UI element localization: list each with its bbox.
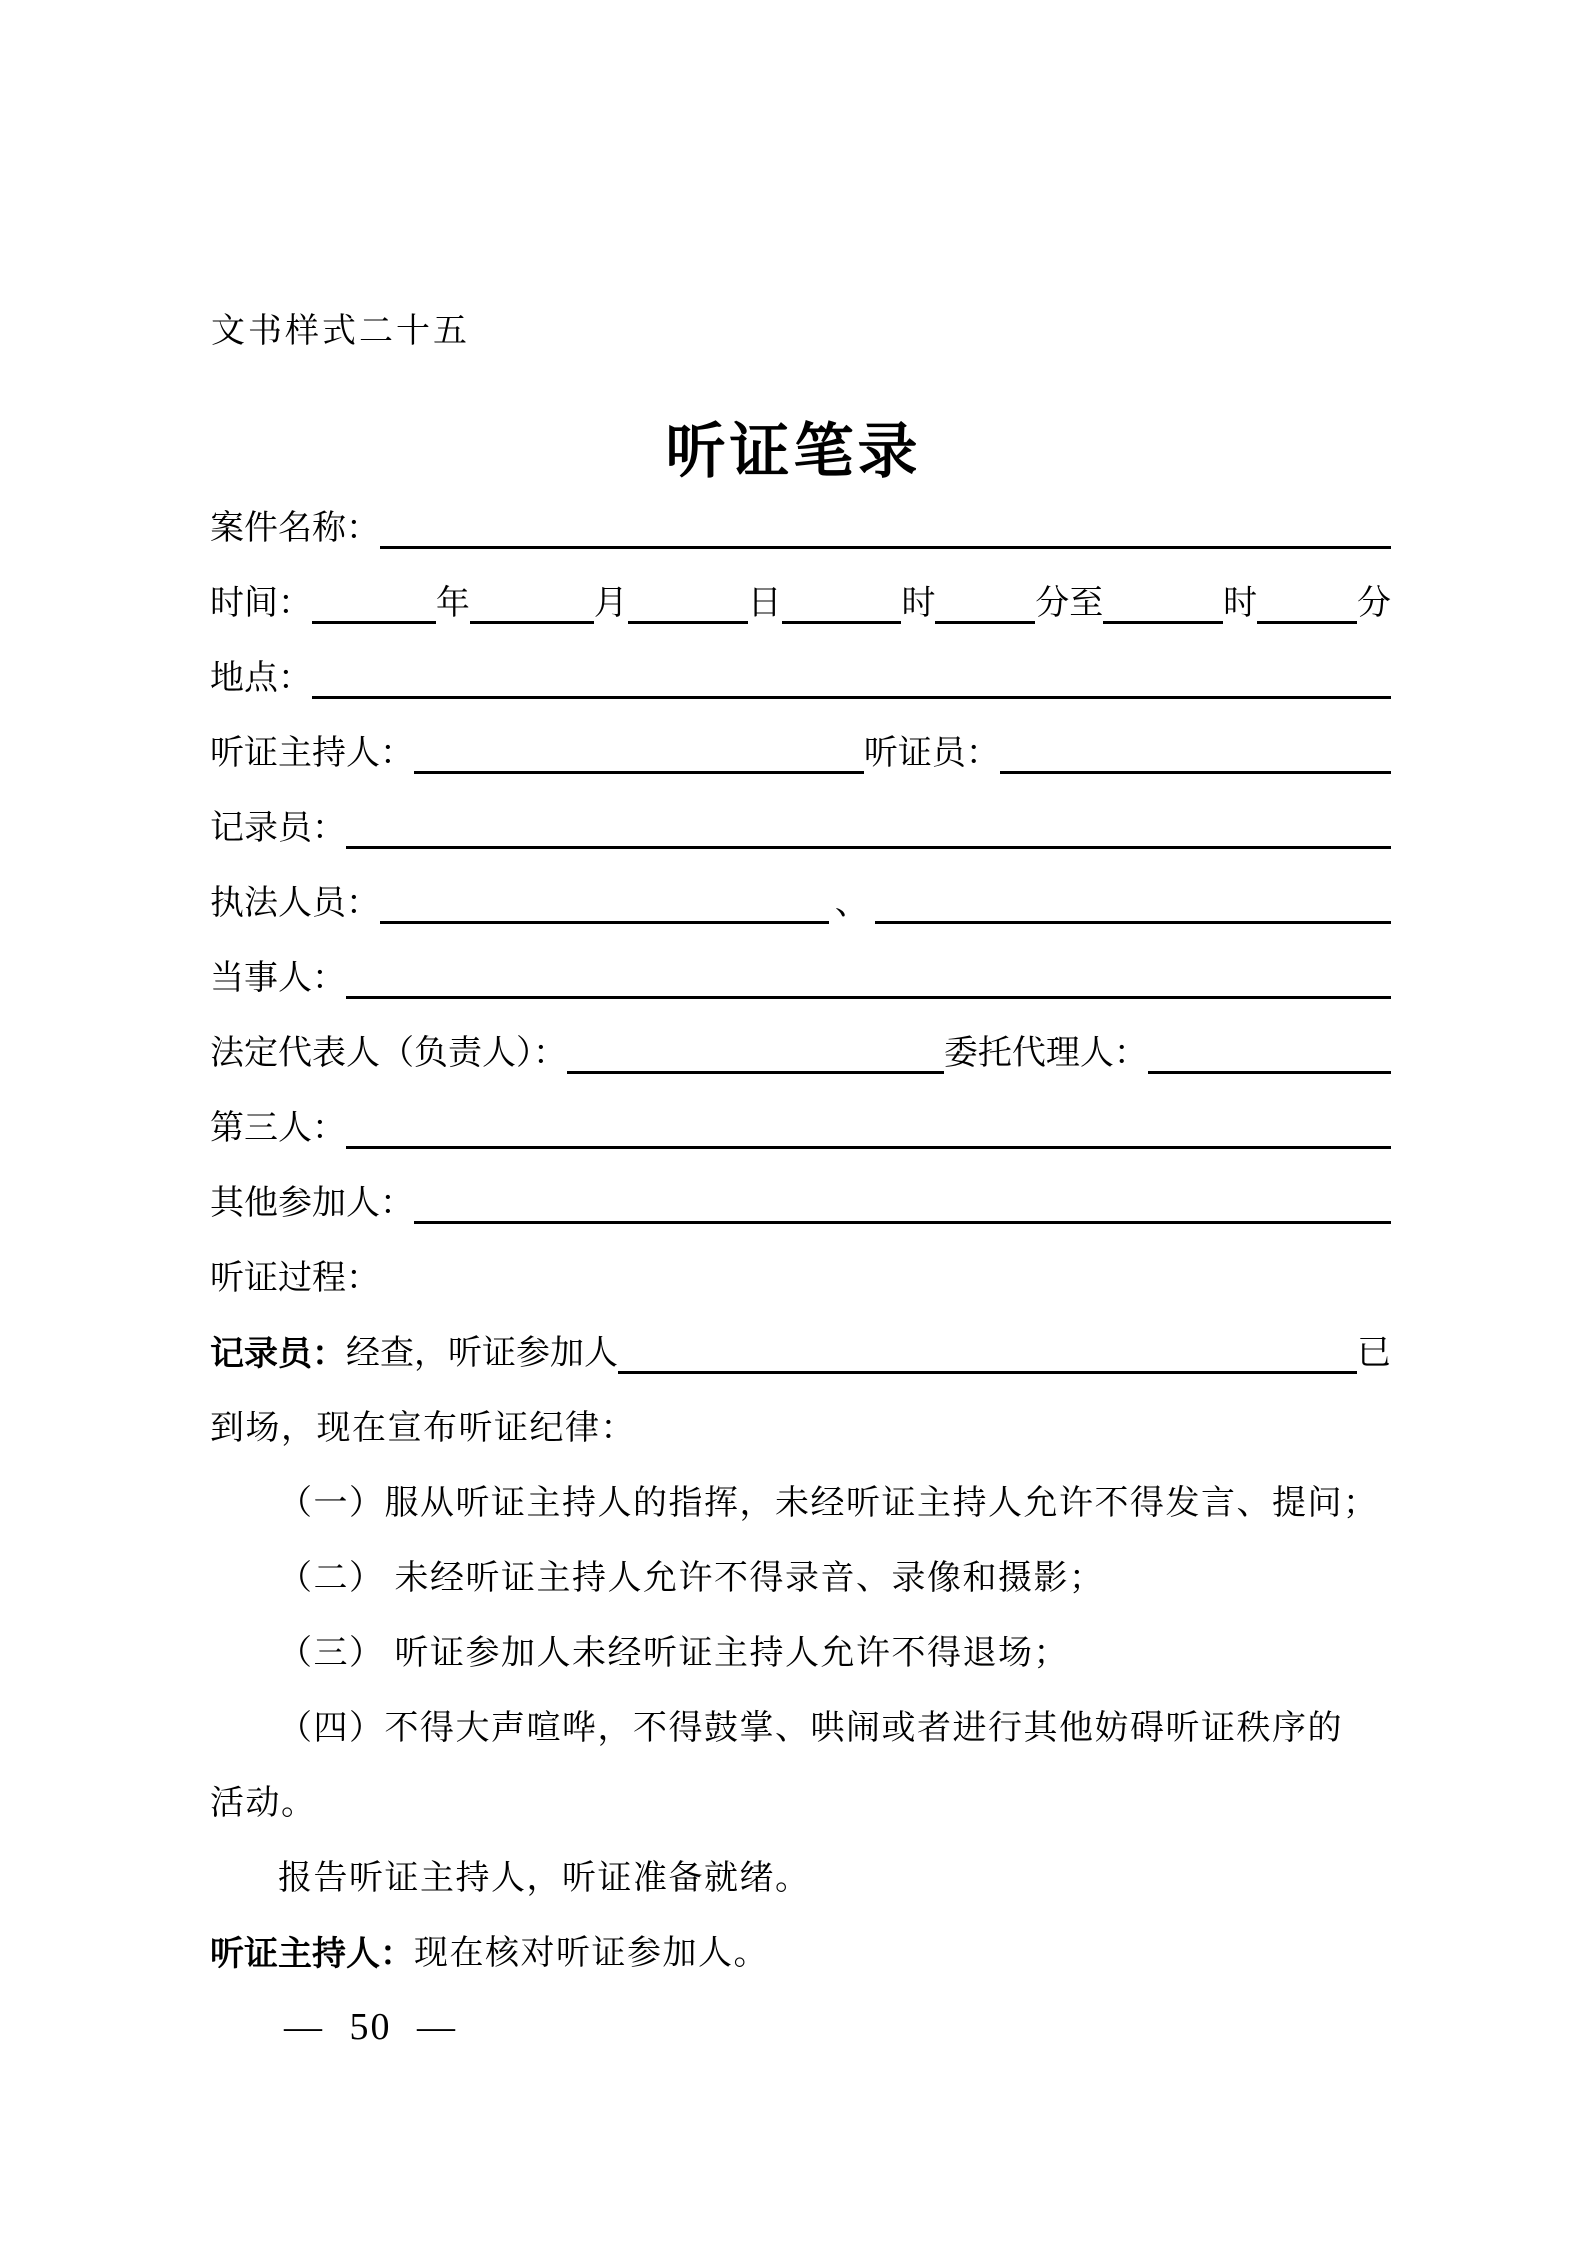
row-recorder xyxy=(210,778,1391,853)
host-fill-line xyxy=(414,726,864,774)
time-minute-to-unit: 分至 xyxy=(1035,585,1104,622)
row-legal-rep-agent xyxy=(210,1003,1391,1078)
row-rule-4-cont xyxy=(210,1753,1391,1828)
time-day-fill-line xyxy=(628,576,748,624)
rule-1-text: （一）服从听证主持人的指挥，未经听证主持人允许不得发言、提问； xyxy=(278,1485,1379,1522)
rule-4-cont-text: 活动。 xyxy=(210,1785,317,1822)
row-recorder-statement-cont xyxy=(210,1378,1391,1453)
host-statement-text: 现在核对听证参加人。 xyxy=(414,1935,769,1972)
row-rule-2 xyxy=(210,1528,1391,1603)
row-recorder-statement xyxy=(210,1303,1391,1378)
party-fill-line xyxy=(346,951,1391,999)
row-rule-4 xyxy=(210,1678,1391,1753)
row-rule-3 xyxy=(210,1603,1391,1678)
time-year-fill-line xyxy=(312,576,436,624)
time-month-unit: 月 xyxy=(593,585,628,622)
row-process xyxy=(210,1228,1391,1303)
case-name-fill-line xyxy=(380,501,1391,549)
time-end-hour-fill-line xyxy=(1103,576,1223,624)
row-enforcers xyxy=(210,853,1391,928)
doc-style-label: 文书样式二十五 xyxy=(211,313,470,350)
row-host-statement xyxy=(210,1903,1391,1978)
enforcers-separator: 、 xyxy=(834,885,869,922)
page-number: — 50 — xyxy=(284,2006,457,2048)
row-third-party xyxy=(210,1078,1391,1153)
host-label: 听证主持人： xyxy=(210,735,414,772)
legal-rep-fill-line xyxy=(567,1026,944,1074)
enforcers-label: 执法人员： xyxy=(210,885,380,922)
row-rule-1 xyxy=(210,1453,1391,1528)
rule-2-text: （二） 未经听证主持人允许不得录音、录像和摄影； xyxy=(278,1560,1105,1597)
recorder-label: 记录员： xyxy=(210,810,346,847)
party-label: 当事人： xyxy=(210,960,346,997)
row-location xyxy=(210,628,1391,703)
time-minute-fill-line xyxy=(935,576,1035,624)
participants-fill-line xyxy=(618,1326,1357,1374)
agent-label: 委托代理人： xyxy=(943,1035,1148,1072)
time-label: 时间： xyxy=(210,585,312,622)
legal-rep-label: 法定代表人（负责人）： xyxy=(210,1035,567,1072)
form-area xyxy=(210,478,1391,1978)
location-fill-line xyxy=(312,651,1391,699)
others-label: 其他参加人： xyxy=(210,1185,414,1222)
enforcer2-fill-line xyxy=(875,876,1391,924)
page-title: 听证笔录 xyxy=(665,419,922,485)
third-party-fill-line xyxy=(346,1101,1391,1149)
location-label: 地点： xyxy=(210,660,312,697)
officer-fill-line xyxy=(1000,726,1391,774)
report-line-text: 报告听证主持人，听证准备就绪。 xyxy=(278,1860,811,1897)
time-end-minute-unit: 分 xyxy=(1357,585,1392,622)
row-others xyxy=(210,1153,1391,1228)
time-end-minute-fill-line xyxy=(1257,576,1357,624)
row-party xyxy=(210,928,1391,1003)
time-day-unit: 日 xyxy=(747,585,782,622)
recorder-fill-line xyxy=(346,801,1391,849)
time-year-unit: 年 xyxy=(435,585,470,622)
case-name-label: 案件名称： xyxy=(210,510,380,547)
time-end-hour-unit: 时 xyxy=(1223,585,1258,622)
others-fill-line xyxy=(414,1176,1391,1224)
rule-4-text: （四）不得大声喧哗，不得鼓掌、哄闹或者进行其他妨碍听证秩序的 xyxy=(278,1710,1343,1747)
process-label: 听证过程： xyxy=(210,1260,380,1297)
time-hour-unit: 时 xyxy=(901,585,936,622)
agent-fill-line xyxy=(1148,1026,1391,1074)
third-party-label: 第三人： xyxy=(210,1110,346,1147)
row-case-name xyxy=(210,478,1391,553)
recorder-statement-pre: 经查，听证参加人 xyxy=(346,1335,618,1372)
row-report-line xyxy=(210,1828,1391,1903)
officer-label: 听证员： xyxy=(863,735,1000,772)
time-month-fill-line xyxy=(470,576,594,624)
host-speaker-label: 听证主持人： xyxy=(210,1935,414,1973)
enforcer1-fill-line xyxy=(380,876,829,924)
row-host-officer xyxy=(210,703,1391,778)
recorder-statement-post: 已 xyxy=(1357,1335,1391,1372)
time-hour-fill-line xyxy=(782,576,902,624)
recorder-statement-cont: 到场，现在宣布听证纪律： xyxy=(210,1410,636,1447)
rule-3-text: （三） 听证参加人未经听证主持人允许不得退场； xyxy=(278,1635,1069,1672)
row-time xyxy=(210,553,1391,628)
recorder-speaker-label: 记录员： xyxy=(210,1335,346,1373)
